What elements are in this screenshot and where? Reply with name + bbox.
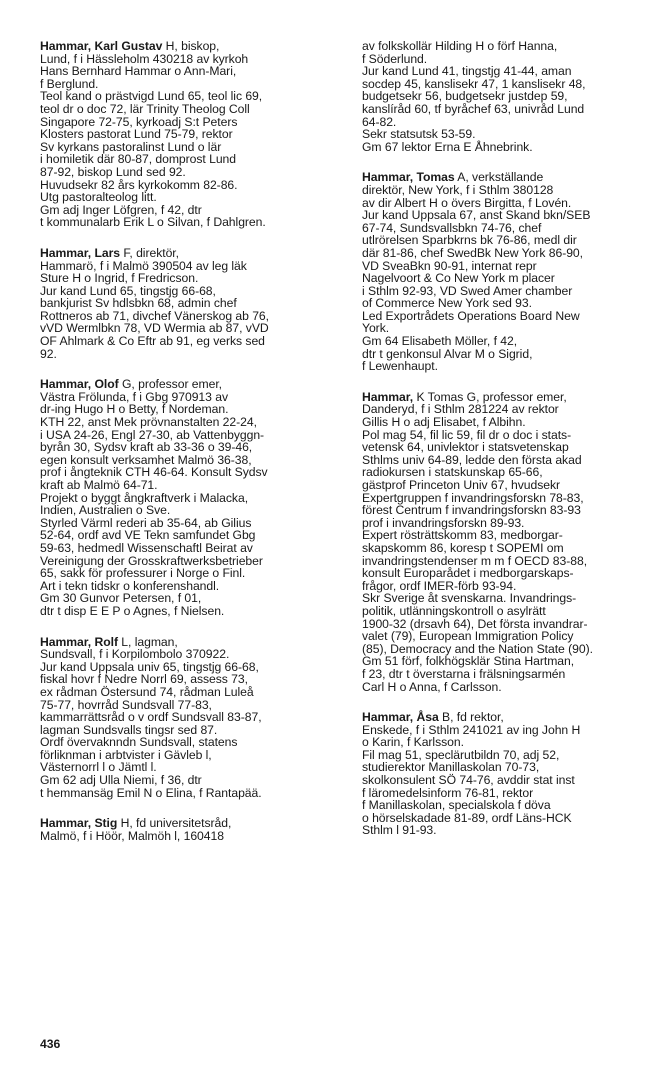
entry-text: L, lagman, — [117, 634, 178, 649]
biography-entry — [40, 636, 336, 800]
entry-text: Singapore 72-75, kyrkoadj S:t Peters — [40, 114, 238, 129]
entry-text: 64-82. — [362, 114, 397, 129]
entry-text: direktör, New York, f i Sthlm 380128 — [362, 182, 554, 197]
biography-entry — [40, 378, 336, 617]
entry-text: G, professor emer, — [118, 377, 223, 392]
entry-text: B, fd rektor, — [438, 710, 504, 725]
biography-entry — [362, 40, 658, 153]
entry-text: f Manillaskolan, specialskola f döva — [362, 798, 551, 813]
entry-text: f läromedelsinform 76-81, rektor — [362, 785, 534, 800]
biography-entry — [362, 171, 658, 373]
entry-text: Sture H o Ingrid, f Fredricson. — [40, 271, 199, 286]
entry-text: K Tomas G, professor emer, — [413, 389, 567, 404]
entry-text: Hans Bernhard Hammar o Ann-Mari, — [40, 64, 237, 79]
entry-text: skapskomm 86, koresp t SOPEMI om — [362, 540, 564, 555]
entry-text: Jur kand Lund 41, tingstjg 41-44, aman — [362, 64, 572, 79]
entry-line — [40, 787, 336, 800]
entry-text: budgetsekr 56, budgetsekr justdep 59, — [362, 89, 568, 104]
entry-text: Rottneros ab 71, divchef Vänerskog ab 76, — [40, 308, 269, 323]
entry-name: Hammar, Karl Gustav — [40, 39, 163, 53]
entry-text: Jur kand Uppsala univ 65, tingstjg 66-68, — [40, 659, 259, 674]
entry-name: Hammar, Lars — [40, 245, 121, 260]
entry-text: dtr t genkonsul Alvar M o Sigrid, — [362, 346, 533, 361]
entry-text: Utg pastoralteolog litt. — [40, 190, 157, 205]
entry-text: 75-77, hovrråd Sundsvall 77-83, — [40, 697, 212, 712]
entry-text: Sthlm l 91-93. — [362, 823, 437, 838]
entry-text: 1900-32 (drsavh 64), Det första invandrar- — [362, 616, 588, 631]
entry-text: valet (79), European Immigration Policy — [362, 629, 574, 644]
entry-text: Jur kand Uppsala 67, anst Skand bkn/SEB — [362, 208, 591, 223]
entry-text: vVD Wermlbkn 78, VD Wermia ab 87, vVD — [40, 321, 269, 336]
entry-line — [40, 348, 336, 361]
entry-text: Vereinigung der Grosskraftwerksbetrieber — [40, 553, 263, 568]
entry-line — [362, 824, 658, 837]
entry-line — [40, 216, 336, 229]
entry-name: Hammar, Stig — [40, 816, 118, 831]
entry-text: 67-74, Sundsvallsbkn 74-76, chef — [362, 220, 542, 235]
entry-text: Led Exportrådets Operations Board New — [362, 308, 580, 323]
entry-text: frågor, ordf IMER-förb 93-94. — [362, 578, 517, 593]
entry-text: Teol kand o prästvigd Lund 65, teol lic 69, — [40, 89, 263, 104]
entry-text: prof i ångteknik CTH 46-64. Konsult Sydsv — [40, 465, 268, 480]
entry-text: 59-63, hedmedl Wissenschaftl Beirat av — [40, 540, 253, 555]
entry-text: konsult Europarådet i medborgarskaps- — [362, 566, 574, 581]
entry-text: Sundsvall, f i Korpilombolo 370922. — [40, 647, 230, 662]
directory-page — [40, 40, 640, 1040]
entry-text: Gm 62 adj Ulla Niemi, f 36, dtr — [40, 773, 202, 788]
entry-text: förest Centrum f invandringsforskn 83-93 — [362, 503, 581, 518]
entry-text: teol dr o doc 72, lär Trinity Theolog Coll — [40, 101, 250, 116]
entry-name: Hammar, Tomas — [362, 170, 455, 185]
page-number: 436 — [40, 1037, 61, 1051]
entry-text: utlrörelsen Sparbkrns bk 76-86, medl dir — [362, 233, 577, 248]
entry-text: f Lewenhaupt. — [362, 359, 438, 374]
entry-text: politik, utlänningskontroll o asylrätt — [362, 603, 546, 618]
entry-line — [362, 360, 658, 373]
entry-name: Hammar, Olof — [40, 377, 119, 392]
entry-text: prof i invandringsforskn 89-93. — [362, 515, 525, 530]
entry-text: Klosters pastorat Lund 75-79, rektor — [40, 127, 233, 142]
entry-text: i Sthlm 92-93, VD Swed Amer chamber — [362, 283, 573, 298]
entry-text: invandringstendenser m m f OECD 83-88, — [362, 553, 588, 568]
entry-text: KTH 22, anst Mek prövnanstalten 22-24, — [40, 415, 257, 430]
entry-text: kraft ab Malmö 64-71. — [40, 478, 158, 492]
entry-text: Sthlms univ 64-89, ledde den första akad — [362, 452, 582, 467]
entry-line — [362, 141, 658, 154]
entry-text: vetensk 64, univlektor i statsvetenskap — [362, 440, 569, 455]
entry-text: ex rådman Östersund 74, rådman Luleå — [40, 684, 254, 699]
entry-text: byrån 30, Sydsv kraft ab 33-36 o 39-46, — [40, 440, 253, 455]
entry-text: av folkskollär Hilding H o förf Hanna, — [362, 39, 558, 53]
entry-text: Gm 51 förf, folkhögsklär Stina Hartman, — [362, 654, 575, 669]
entry-line — [40, 605, 336, 618]
entry-line — [362, 103, 658, 116]
entry-text: Västernorrl l o Jämtl l. — [40, 760, 157, 775]
right-column — [362, 40, 658, 855]
entry-text: skolkonsulent SÖ 74-76, avddir stat inst — [362, 773, 575, 788]
biography-entry — [362, 711, 658, 837]
entry-text: VD SveaBkn 90-91, internat repr — [362, 258, 537, 273]
entry-text: t kommunalarb Erik L o Silvan, f Dahlgren. — [40, 215, 266, 230]
entry-text: Enskede, f i Sthlm 241021 av ing John H — [362, 722, 581, 737]
entry-text: H, fd universitetsråd, — [117, 816, 232, 831]
entry-text: radiokursen i statskunskap 65-66, — [362, 465, 543, 480]
entry-text: av dir Albert H o övers Birgitta, f Lovén. — [362, 195, 572, 210]
entry-text: o hörselskadade 81-89, ordf Läns-HCK — [362, 810, 572, 825]
entry-text: Styrled Värml rederi ab 35-64, ab Gilius — [40, 515, 252, 530]
biography-entry — [40, 817, 336, 842]
entry-text: Expert rösträttskomm 83, medborgar- — [362, 528, 563, 543]
entry-text: o Karin, f Karlsson. — [362, 735, 464, 750]
entry-text: Hammarö, f i Malmö 390504 av leg läk — [40, 258, 247, 273]
entry-text: Gm adj Inger Löfgren, f 42, dtr — [40, 202, 202, 217]
entry-text: förliknman i arbtvister i Gävleb l, — [40, 747, 212, 762]
entry-text: Pol mag 54, fil lic 59, fil dr o doc i stats- — [362, 427, 572, 442]
entry-text: Västra Frölunda, f i Gbg 970913 av — [40, 389, 228, 404]
entry-text: Nagelvoort & Co New York m placer — [362, 271, 555, 286]
entry-text: York. — [362, 321, 390, 336]
entry-text: där 81-86, chef SwedBk New York 86-90, — [362, 245, 583, 260]
entry-line — [40, 830, 336, 843]
entry-text: (85), Democracy and the Nation State (90). — [362, 641, 593, 656]
entry-text: Art i tekn tidskr o konferenshandl. — [40, 578, 220, 593]
entry-text: Ordf övervaknndn Sundsvall, statens — [40, 735, 238, 750]
entry-line — [362, 681, 658, 694]
biography-entry — [40, 40, 336, 229]
entry-text: i homiletik där 80-87, domprost Lund — [40, 152, 237, 167]
entry-name: Hammar, — [362, 389, 414, 404]
entry-text: Gm 30 Gunvor Petersen, f 01, — [40, 591, 202, 606]
entry-text: 65, sakk för professurer i Norge o Finl. — [40, 566, 246, 581]
entry-text: f Söderlund. — [362, 51, 428, 66]
entry-text: i USA 24-26, Engl 27-30, ab Vattenbyggn- — [40, 427, 265, 442]
entry-text: Carl H o Anna, f Carlsson. — [362, 679, 502, 694]
entry-text: OF Ahlmark & Co Eftr ab 91, eg verks sed — [40, 334, 265, 349]
entry-text: socdep 45, kanslisekr 47, 1 kanslisekr 48, — [362, 76, 586, 91]
entry-text: Expertgruppen f invandringsforskn 78-83, — [362, 490, 584, 505]
entry-text: dr-ing Hugo H o Betty, f Nordeman. — [40, 402, 229, 417]
entry-text: H, biskop, — [162, 39, 220, 53]
entry-text: t hemmansäg Emil N o Elina, f Rantapää. — [40, 785, 262, 800]
entry-text: fiskal hovr f Nedre Norrl 69, assess 73, — [40, 672, 248, 687]
entry-text: kanslíråd 60, tf byråchef 63, univråd Lund — [362, 101, 585, 116]
entry-name: Hammar, Åsa — [362, 710, 439, 725]
entry-text: Sekr statsutsk 53-59. — [362, 127, 476, 142]
entry-text: A, verkställande — [454, 170, 544, 185]
entry-text: Danderyd, f i Sthlm 281224 av rektor — [362, 402, 559, 417]
entry-text: 52-64, ordf avd VE Tekn samfundet Gbg — [40, 528, 256, 543]
entry-line — [362, 310, 658, 323]
entry-text: Malmö, f i Höör, Malmöh l, 160418 — [40, 828, 224, 843]
entry-text: Projekt o byggt ångkraftverk i Malacka, — [40, 490, 249, 505]
entry-text: Jur kand Lund 65, tingstjg 66-68, — [40, 283, 216, 298]
entry-text: dtr t disp E E P o Agnes, f Nielsen. — [40, 603, 225, 618]
entry-text: Indien, Australien o Sve. — [40, 503, 171, 518]
biography-entry — [362, 391, 658, 693]
biography-entry — [40, 247, 336, 360]
entry-text: Gm 67 lektor Erna E Åhnebrink. — [362, 139, 533, 154]
entry-text: f 23, dtr t överstarna i frälsningsarmén — [362, 666, 566, 681]
entry-text: Huvudsekr 82 års kyrkokomm 82-86. — [40, 177, 238, 192]
entry-text: Skr Sverige åt svenskarna. Invandrings- — [362, 591, 577, 606]
entry-text: of Commerce New York sed 93. — [362, 296, 532, 311]
entry-text: 92. — [40, 346, 57, 361]
left-column — [40, 40, 336, 860]
entry-text: studierektor Manillaskolan 70-73, — [362, 760, 540, 775]
entry-text: Fil mag 51, speclärutbildn 70, adj 52, — [362, 747, 560, 762]
entry-text: gästprof Princeton Univ 67, hvudsekr — [362, 478, 561, 492]
entry-text: Lund, f i Hässleholm 430218 av kyrkoh — [40, 51, 249, 66]
entry-line — [40, 335, 336, 348]
entry-text: Sv kyrkans pastoralinst Lund o lär — [40, 139, 222, 154]
entry-text: Gillis H o adj Elisabet, f Albihn. — [362, 415, 526, 430]
entry-text: lagman Sundsvalls tingsr sed 87. — [40, 722, 218, 737]
entry-text: bankjurist Sv hdlsbkn 68, admin chef — [40, 296, 237, 311]
entry-name: Hammar, Rolf — [40, 634, 118, 649]
entry-text: f Berglund. — [40, 76, 99, 91]
entry-text: Gm 64 Elisabeth Möller, f 42, — [362, 334, 518, 349]
entry-text: 87-92, biskop Lund sed 92. — [40, 164, 186, 179]
entry-text: F, direktör, — [120, 245, 179, 260]
entry-text: egen konsult verksamhet Malmö 36-38, — [40, 452, 252, 467]
entry-text: kammarrättsråd o v ordf Sundsvall 83-87, — [40, 710, 262, 725]
